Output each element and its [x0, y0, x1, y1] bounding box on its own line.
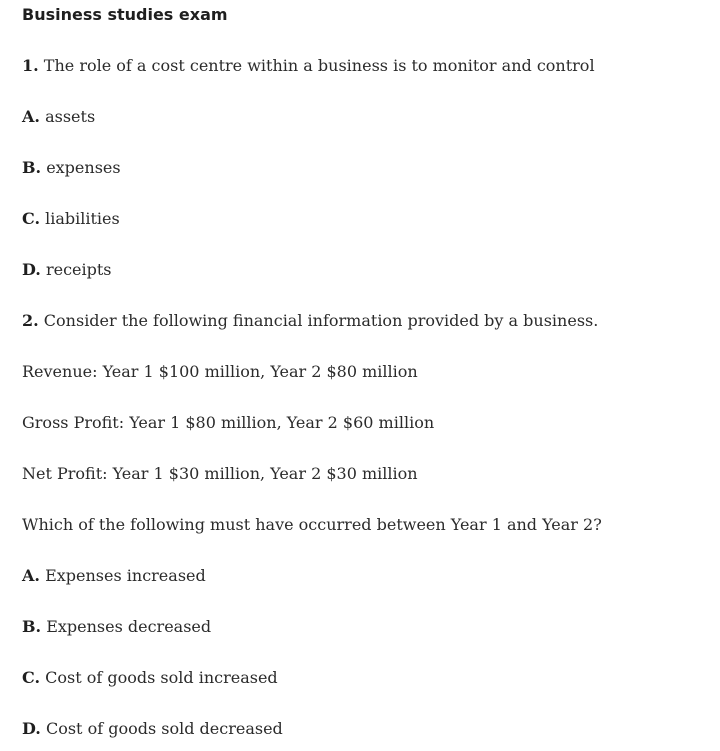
question-2-prompt: Which of the following must have occurred between Year 1 and Year 2? — [22, 515, 602, 534]
option-text: Cost of goods sold decreased — [45, 719, 283, 738]
question-2 — [22, 310, 598, 332]
option-text: Cost of goods sold increased — [45, 668, 278, 687]
q1-option-c[interactable] — [22, 208, 120, 230]
option-text: receipts — [45, 260, 112, 279]
q2-option-c[interactable] — [22, 667, 278, 689]
option-letter: D. — [22, 719, 41, 738]
option-letter: D. — [22, 260, 41, 279]
option-letter: A. — [22, 107, 40, 126]
question-1-text: The role of a cost centre within a business is to monitor and control — [43, 56, 595, 75]
question-2-number: 2. — [22, 311, 39, 330]
option-text: expenses — [46, 158, 121, 177]
question-1 — [22, 55, 595, 77]
option-text: Expenses increased — [45, 566, 206, 585]
info-revenue: Revenue: Year 1 $100 million, Year 2 $80 million — [22, 362, 418, 381]
option-text: Expenses decreased — [46, 617, 212, 636]
q1-option-d[interactable] — [22, 259, 112, 281]
question-2-text: Consider the following financial information provided by a business. — [43, 311, 599, 330]
exam-title: Business studies exam — [22, 5, 228, 24]
q2-option-a[interactable] — [22, 565, 206, 587]
option-text: assets — [45, 107, 96, 126]
question-1-number: 1. — [22, 56, 39, 75]
option-text: liabilities — [45, 209, 120, 228]
q1-option-b[interactable] — [22, 157, 121, 179]
q1-option-a[interactable] — [22, 106, 95, 128]
option-letter: B. — [22, 158, 42, 177]
q2-option-b[interactable] — [22, 616, 211, 638]
option-letter: B. — [22, 617, 42, 636]
option-letter: C. — [22, 668, 41, 687]
info-gross-profit: Gross Profit: Year 1 $80 million, Year 2 $60 million — [22, 413, 435, 432]
option-letter: C. — [22, 209, 41, 228]
option-letter: A. — [22, 566, 40, 585]
q2-option-d[interactable] — [22, 718, 283, 740]
info-net-profit: Net Profit: Year 1 $30 million, Year 2 $30 million — [22, 464, 418, 483]
